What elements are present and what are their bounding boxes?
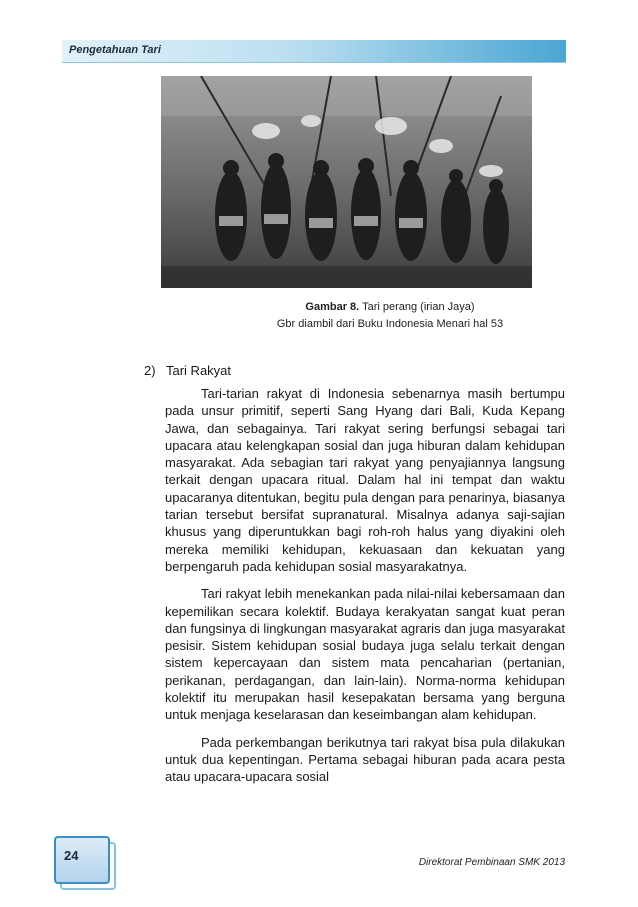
page-number: 24 — [64, 848, 79, 863]
header-title: Pengetahuan Tari — [69, 44, 161, 56]
figure-label: Gambar 8. — [305, 301, 360, 313]
body-text — [165, 385, 565, 796]
dance-photo-illustration — [161, 76, 532, 288]
figure-title: Tari perang (irian Jaya) — [359, 301, 475, 313]
paragraph: Tari-tarian rakyat di Indonesia sebenarnya masih bertumpu pada unsur primitif, seperti Sang Hyang dari Bali, Kuda Kepang Jawa, dan sebagainya. Tari rakyat sering berfungsi sebagai tari upacara atau kelengkapan sosial dan juga hiburan dalam kehidupan masyarakat. Ada sebagian tari rakyat yang penyajiannya langsung terkait dengan upacara ritual. Dalam hal ini tempat dan waktu upacaranya ditentukan, begitu pula dengan para penarinya, biasanya tarian tersebut bersifat supranatural. Misalnya adanya saji-sajian khusus yang diperuntukkan bagi roh-roh halus yang diyakini oleh mereka memiliki kehidupan, kekuasaan dan kekuatan yang berpengaruh pada kehidupan sosial masyarakatnya. — [165, 386, 565, 574]
paragraph: Tari rakyat lebih menekankan pada nilai-nilai kebersamaan dan kepemilikan secara kolektif. Budaya kerakyatan sangat kuat peran dan fungsinya di lingkungan masyarakat agraris dan juga masyarakat pesisir. Sistem kehidupan sosial budaya juga selalu terkait dengan sistem kepercayaan dan sistem mata pencaharian (pertanian, perikanan, perdagangan, dan lain-lain). Norma-norma kehidupan kolektif itu merupakan hasil kesepakatan bersama yang berguna untuk menjaga keselarasan dan keseimbangan alam kehidupan. — [165, 586, 565, 723]
figure-photo — [161, 76, 532, 288]
section-heading — [144, 363, 231, 378]
footer-publisher: Direktorat Pembinaan SMK 2013 — [418, 857, 565, 868]
paragraph: Pada perkembangan berikutnya tari rakyat bisa pula dilakukan untuk dua kepentingan. Pertama sebagai hiburan pada acara pesta atau upacara-upacara sosial — [165, 734, 565, 785]
section-number: 2) — [144, 363, 156, 378]
section-title: Tari Rakyat — [166, 363, 232, 378]
figure-source: Gbr diambil dari Buku Indonesia Menari hal 53 — [276, 318, 504, 330]
page-number-box — [54, 836, 110, 884]
header-band — [62, 40, 566, 63]
figure-caption — [240, 301, 540, 313]
